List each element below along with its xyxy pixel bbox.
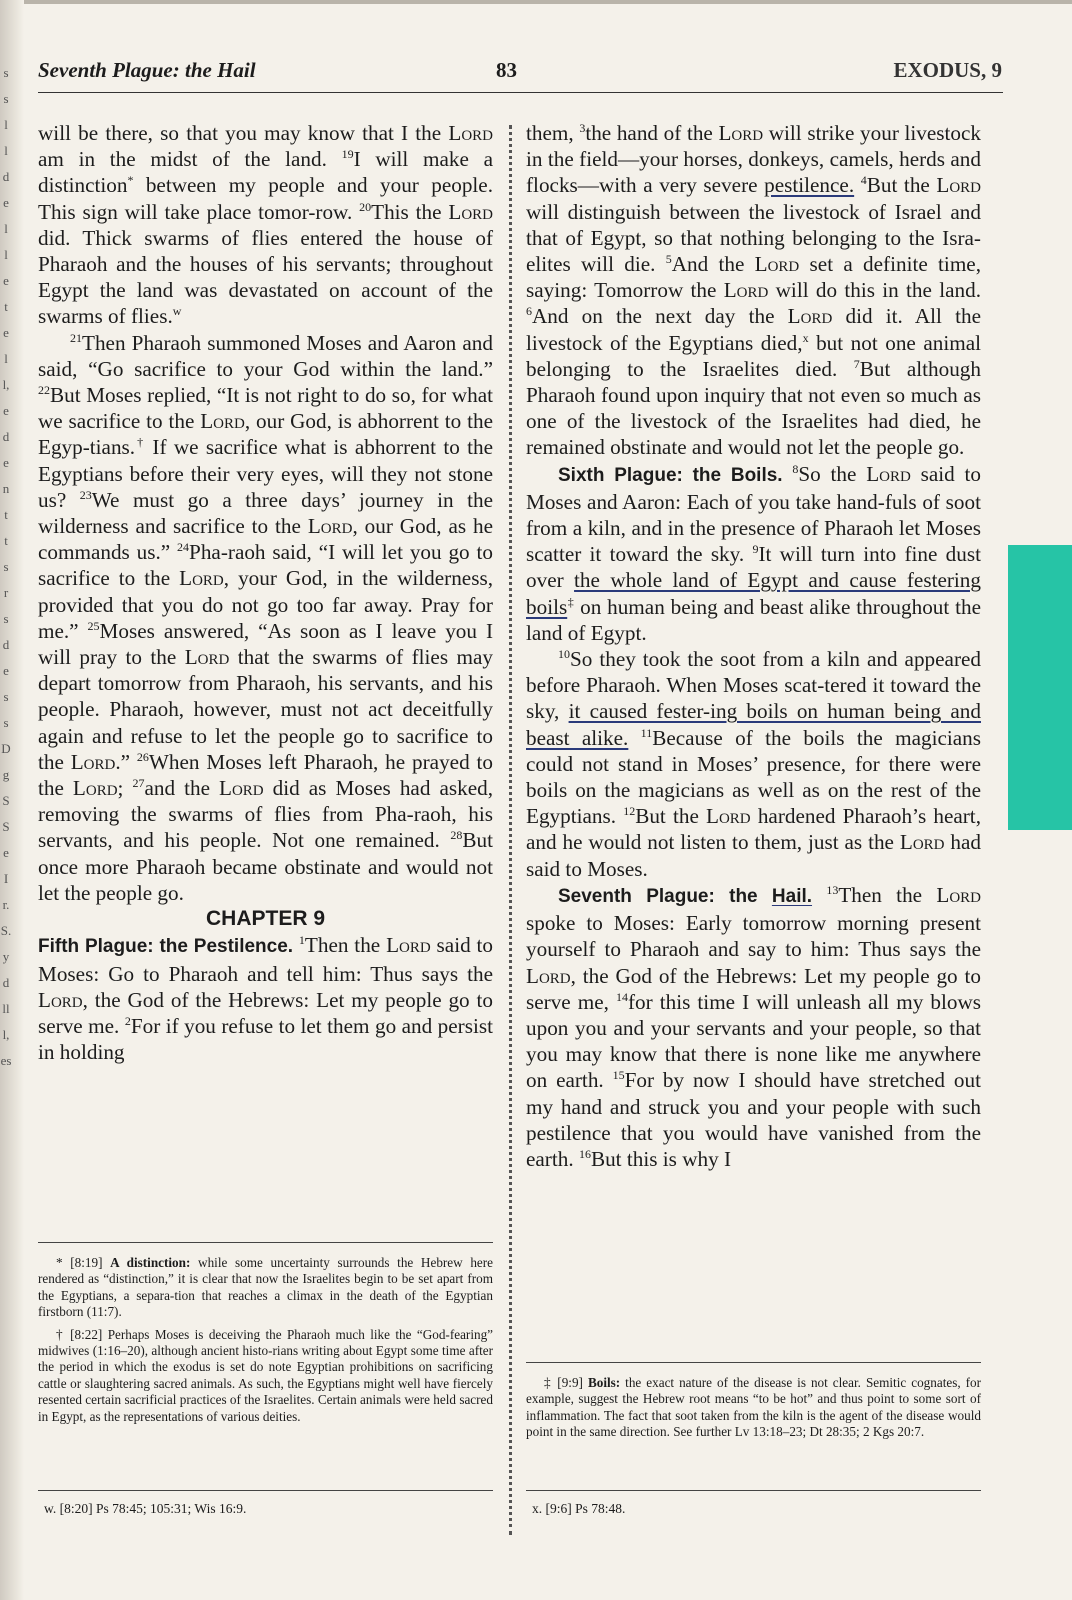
section-title: Seventh Plague: the Hail xyxy=(38,58,256,82)
edge-letter: s xyxy=(3,91,9,106)
paragraph: $^{21}$Then Pharaoh summoned Moses and Aaron and said, “Go sacrifice to your God within the land.” $^{22}$But Moses replied, “It is not right to do so, for what we sacrifice to the Lord, our God, is abhorrent to the Egyp-tians.† If we sacrifice what is abhorrent to the Egyptians before their very eyes, will they not stone us? $^{23}$We must go a three days’ journey in the wilderness and sacrifice to the Lord, our God, as he commands us.” $^{24}$Pha-raoh said, “I will let you go to sacrifice to the Lord, your God, in the wilderness, provided that you do not go too far away. Pray for me.” $^{25}$Moses answered, “As soon as I leave you I will pray to the Lord that the swarms of flies may depart tomorrow from Pharaoh, his servants, and his people. Pharaoh, however, must not act deceitfully again and refuse to let the people go to sacrifice to the Lord.” $^{26}$When Moses left Pharaoh, he prayed to the Lord; $^{27}$and the Lord did as Moses had asked, removing the swarms of flies from Pha-raoh, his servants, and his people. Not one remained. $^{28}$But once more Pharaoh became obstinate and would not let the people go. xyxy=(38,330,494,905)
handwritten-underline: the whole land of Egypt and cause festering boils xyxy=(526,568,981,619)
footnote-rule xyxy=(38,1242,493,1243)
header-rule xyxy=(38,92,1003,93)
edge-letter: e xyxy=(3,455,9,470)
edge-letter: S xyxy=(2,793,10,808)
verse-number: 21 xyxy=(70,330,82,345)
book-reference: EXODUS, 9 xyxy=(893,58,1002,82)
edge-letter: S. xyxy=(0,923,12,938)
section-subhead: Fifth Plague: the Pestilence. xyxy=(38,936,294,958)
footnote: * [8:19] A distinction: while some uncertainty surrounds the Hebrew here rendered as “distinction,” it is clear that now the Israelites begin to be set apart from the Egyptians, a separa-tion that reaches a climax in the death of the Egyptian firstborn (11:7). xyxy=(38,1255,494,1320)
edge-letter: s xyxy=(3,715,9,730)
edge-letter: n xyxy=(2,481,10,496)
edge-letter: l xyxy=(4,143,8,158)
edge-letter: r xyxy=(3,585,9,600)
edge-letter: d xyxy=(2,975,10,990)
facing-page-edge-letters xyxy=(0,60,12,1074)
right-column xyxy=(526,120,981,1172)
edge-letter: t xyxy=(4,507,8,522)
edge-letter: ll xyxy=(2,1001,10,1016)
edge-letter: r. xyxy=(2,897,10,912)
edge-letter: D xyxy=(1,741,11,756)
edge-letter: l xyxy=(4,351,8,366)
verse-number: 20 xyxy=(359,199,372,214)
crossref-marker: w xyxy=(172,304,182,319)
edge-letter: S xyxy=(2,819,10,834)
section-subhead: Sixth Plague: the Boils. xyxy=(558,464,783,486)
edge-letter: y xyxy=(2,949,10,964)
crossrefs-right xyxy=(526,1490,981,1517)
crossrefs-left xyxy=(38,1490,493,1517)
edge-letter: I xyxy=(3,871,9,886)
section-subhead: Seventh Plague: the Hail. xyxy=(558,885,813,907)
footnote-marker: † xyxy=(135,435,146,450)
crossref-marker: x xyxy=(802,330,809,345)
edge-letter: e xyxy=(3,325,9,340)
footnote: ‡ [9:9] Boils: the exact nature of the disease is not clear. Semitic cognates, for example, suggest the Hebrew root means “to be hot” and thus point to some sort of inflammation. The fact that soot taken from the kiln is the agent of the disease would point in the same direction. See further Lv 13:18–23; Dt 28:35; 2 Kgs 20:7. xyxy=(526,1375,982,1440)
edge-letter: e xyxy=(3,403,9,418)
edge-letter: l, xyxy=(2,1027,10,1042)
edge-letter: l xyxy=(4,247,8,262)
paragraph: them, $^3$the hand of the Lord will strike your livestock in the field—your horses, donkeys, camels, herds and flocks—with a very severe pestilence. $^4$But the Lord will distinguish between the livestock of Israel and that of Egypt, so that nothing belonging to the Isra-elites will die. $^5$And the Lord set a definite time, saying: Tomorrow the Lord will do this in the land. $^6$And on the next day the Lord did it. All the livestock of the Egyptians died,$^x$ but not one animal belonging to the Israelites died. $^7$But although Pharaoh found upon inquiry that not even so much as one of the livestock of the Israelites had died, he remained obstinate and would not let the people go. xyxy=(526,120,982,460)
footnote-marker: ‡ xyxy=(567,594,575,609)
handwritten-underline: it caused fester-ing boils on human being and beast alike. xyxy=(526,699,981,750)
edge-letter: e xyxy=(3,273,9,288)
left-column xyxy=(38,120,493,1065)
footnotes-right xyxy=(526,1362,981,1447)
paragraph: Sixth Plague: the Boils. $^8$So the Lord said to Moses and Aaron: Each of you take hand-fuls of soot from a kiln, and in the presence of Pharaoh let Moses scatter it toward the sky. $^9$It will turn into fine dust over the whole land of Egypt and cause festering boils‡ on human being and beast alike throughout the land of Egypt. xyxy=(526,461,981,645)
edge-letter: s xyxy=(3,559,9,574)
footnote-marker: * xyxy=(127,173,134,188)
edge-letter: s xyxy=(3,689,9,704)
edge-letter: t xyxy=(4,533,8,548)
crossref-entry: w. [8:20] Ps 78:45; 105:31; Wis 16:9. xyxy=(44,1501,247,1516)
binding-gutter xyxy=(0,0,24,1600)
edge-letter: l xyxy=(4,221,8,236)
crossref-entry: x. [9:6] Ps 78:48. xyxy=(532,1501,626,1516)
verse-number: 19 xyxy=(341,147,354,162)
edge-letter: d xyxy=(2,429,10,444)
edge-letter: s xyxy=(3,65,9,80)
page-top-edge xyxy=(0,0,1072,4)
footnote-rule xyxy=(526,1362,981,1363)
edge-letter: s xyxy=(3,611,9,626)
edge-letter: t xyxy=(4,299,8,314)
edge-letter: l, xyxy=(2,377,10,392)
column-divider xyxy=(509,125,512,1535)
edge-letter: d xyxy=(2,169,10,184)
footnote: † [8:22] Perhaps Moses is deceiving the Pharaoh much like the “God-fearing” midwives (1:16–20), although ancient histo-rians writing about Egypt some time after the period in which the exodus is set do note Egyptian prohibitions on sacrificing cattle or slaughtering sacred animals. As such, the Egyptians might well have fiercely resented certain sacrificial practices of the Israelites. Certain animals were held sacred in Egypt, as the representations of various deities. xyxy=(38,1326,494,1424)
paragraph: Seventh Plague: the Hail. $^{13}$Then the Lord spoke to Moses: Early tomorrow morning present yourself to Pharaoh and say to him: Thus says the Lord, the God of the Hebrews: Let my people go to serve me, $^{14}$for this time I will unleash all my blows upon you and your servants and your people, so that you may know that there is none like me anywhere on earth. $^{15}$For by now I should have stretched out my hand and struck you and your people with such pestilence that you would have vanished from the earth. $^{16}$But this is why I xyxy=(526,882,982,1171)
edge-letter: e xyxy=(3,845,9,860)
paragraph: $^{10}$So they took the soot from a kiln and appeared before Pharaoh. When Moses scat-tered it toward the sky, it caused fester-ing boils on human being and beast alike. $^{11}$Because of the boils the magicians could not stand in Moses’ presence, for there were boils on the magicians as well as on the rest of the Egyptians. $^{12}$But the Lord hardened Pharaoh’s heart, and he would not listen to them, just as the Lord had said to Moses. xyxy=(526,647,981,881)
edge-letter: g xyxy=(2,767,10,782)
crossref-rule xyxy=(526,1490,981,1491)
edge-letter: es xyxy=(0,1053,12,1068)
paragraph: Fifth Plague: the Pestilence. $^1$Then the Lord said to Moses: Go to Pharaoh and tell him: Thus says the Lord, the God of the Hebrews: Let my people go to serve me. $^2$For if you refuse to let them go and persist in holding xyxy=(38,933,494,1065)
running-head xyxy=(38,58,1002,88)
chapter-heading: CHAPTER 9 xyxy=(205,907,326,931)
crossref-rule xyxy=(38,1490,493,1491)
paragraph: will be there, so that you may know that I the Lord am in the midst of the land. $^{19}$I will make a distinction* between my people and your people. This sign will take place tomor-row. $^{20}$This the Lord did. Thick swarms of flies entered the house of Pharaoh and the houses of his servants; throughout Egypt the land was devastated on account of the swarms of flies.$^w$ xyxy=(38,121,493,329)
page-number: 83 xyxy=(496,58,517,82)
edge-letter: d xyxy=(2,637,10,652)
edge-letter: e xyxy=(3,663,9,678)
footnotes-left xyxy=(38,1242,493,1431)
edge-letter: e xyxy=(3,195,9,210)
handwritten-underline: pestilence. xyxy=(764,173,855,198)
edge-letter: l xyxy=(4,117,8,132)
index-tab[interactable] xyxy=(1008,545,1072,830)
